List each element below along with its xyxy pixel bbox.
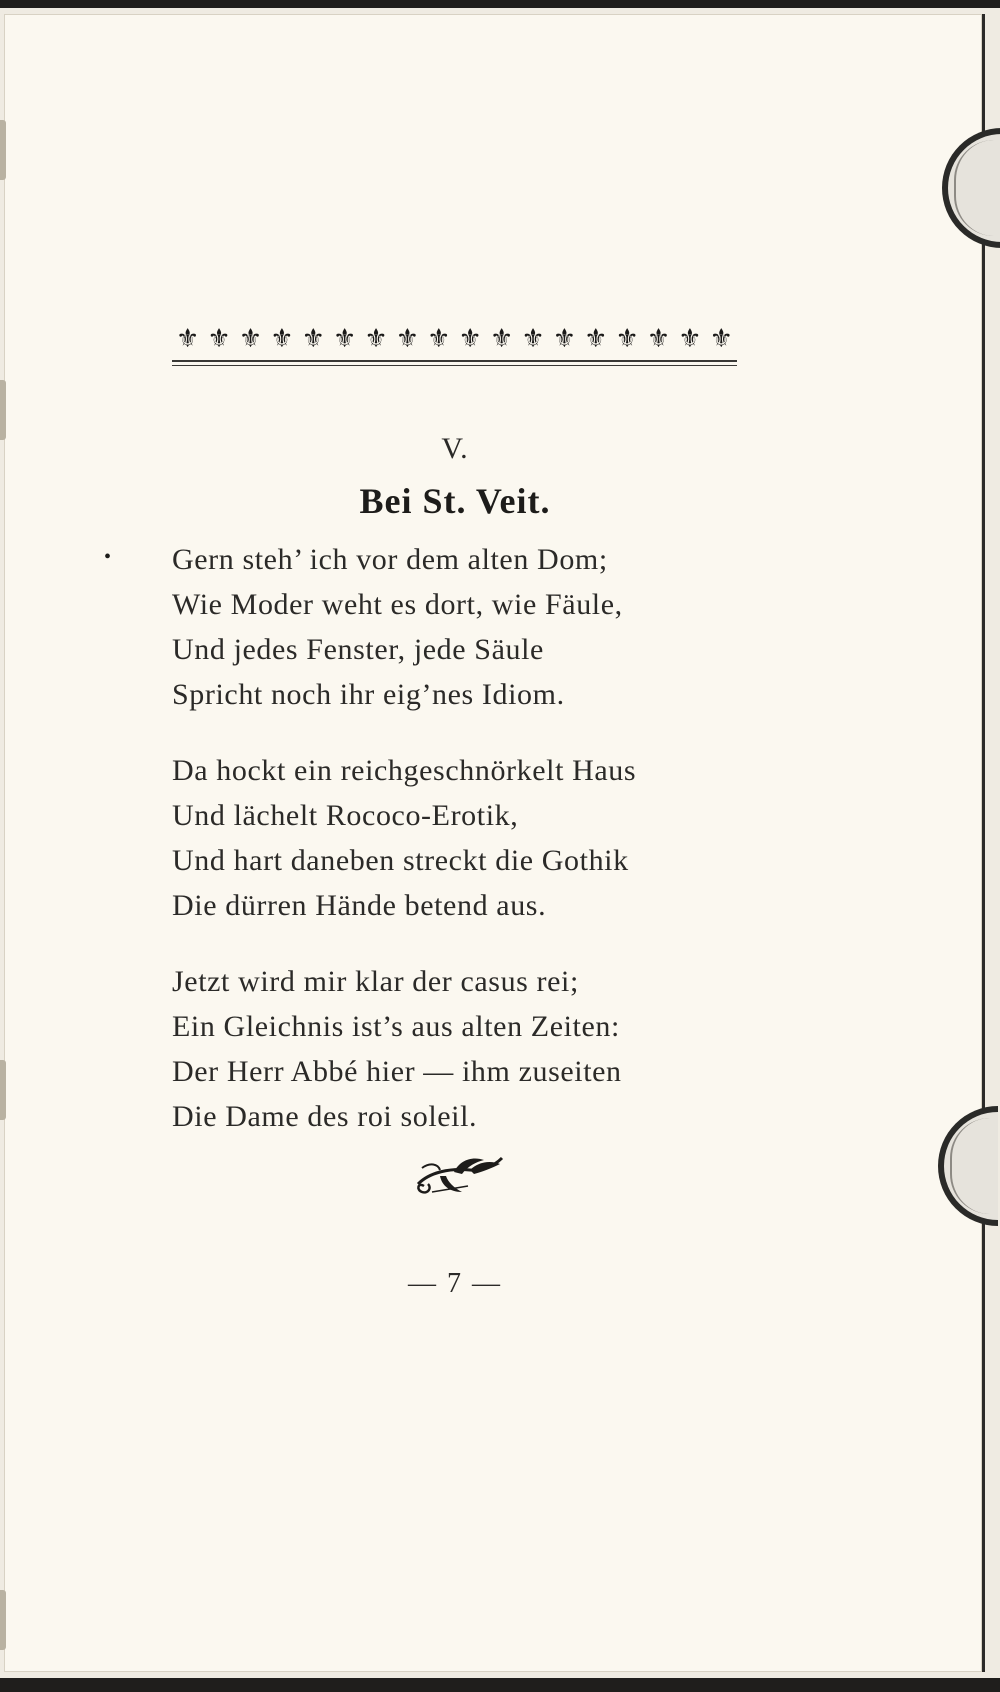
binding-mark — [0, 120, 6, 180]
ornament-rule-thick — [172, 360, 737, 362]
binding-mark — [0, 1590, 6, 1650]
verse-line: Jetzt wird mir klar der casus rei; — [172, 965, 579, 998]
fleur-de-lis-icon: ⚜ — [678, 324, 702, 354]
verse-line: Ein Gleichnis ist’s aus alten Zeiten: — [172, 1010, 620, 1043]
fleur-de-lis-icon: ⚜ — [584, 324, 608, 354]
fleur-de-lis-row — [172, 322, 737, 356]
fleur-de-lis-icon: ⚜ — [646, 324, 671, 354]
verse-line: Gern steh’ ich vor dem alten Dom; — [172, 543, 608, 576]
binder-clip-inner — [954, 140, 1000, 236]
fleur-de-lis-icon: ⚜ — [709, 324, 733, 354]
fleur-de-lis-icon: ⚜ — [364, 324, 388, 354]
fleur-de-lis-icon: ⚜ — [521, 324, 545, 354]
stanza — [172, 748, 772, 928]
verse-line: Spricht noch ihr eig’nes Idiom. — [172, 678, 565, 711]
fleur-de-lis-icon: ⚜ — [458, 324, 482, 354]
ornament-rule-thin — [172, 365, 737, 366]
fleur-de-lis-icon: ⚜ — [176, 324, 200, 354]
fleur-de-lis-icon: ⚜ — [238, 324, 263, 354]
fleur-de-lis-icon: ⚜ — [207, 324, 231, 354]
page-edge-bottom — [0, 1678, 1000, 1692]
verse-line: Und hart daneben streckt die Gothik — [172, 844, 629, 877]
fleur-de-lis-icon: ⚜ — [301, 324, 325, 354]
fleur-de-lis-icon: ⚜ — [395, 324, 420, 354]
binder-clip-inner — [950, 1118, 996, 1214]
section-number: V. — [441, 432, 469, 465]
binding-mark — [0, 380, 6, 440]
page-edge-top — [0, 0, 1000, 8]
poem-title: Bei St. Veit. — [359, 481, 551, 521]
fleur-de-lis-icon: ⚜ — [615, 324, 639, 354]
binding-mark — [0, 1060, 6, 1120]
fleur-de-lis-icon: ⚜ — [427, 324, 451, 354]
margin-mark-icon: • — [104, 546, 112, 568]
verse-line: Der Herr Abbé hier — ihm zuseiten — [172, 1055, 622, 1088]
fleur-de-lis-icon: ⚜ — [332, 324, 357, 354]
verse-line: Die Dame des roi soleil. — [172, 1100, 478, 1133]
poem-body — [172, 537, 772, 1170]
verse-line: Und lächelt Rococo-Erotik, — [172, 799, 519, 832]
fleur-de-lis-icon: ⚜ — [552, 324, 577, 354]
stanza — [172, 959, 772, 1139]
floral-vignette-icon — [410, 1146, 510, 1202]
fleur-de-lis-icon: ⚜ — [489, 324, 514, 354]
verse-line: Da hockt ein reichgeschnörkelt Haus — [172, 754, 637, 787]
page-number: — 7 — — [408, 1268, 502, 1299]
verse-line: Wie Moder weht es dort, wie Fäule, — [172, 588, 623, 621]
verse-line: Die dürren Hände betend aus. — [172, 889, 547, 922]
fleur-de-lis-icon: ⚜ — [270, 324, 294, 354]
stanza — [172, 537, 772, 717]
verse-line: Und jedes Fenster, jede Säule — [172, 633, 544, 666]
header-ornament — [172, 322, 737, 370]
